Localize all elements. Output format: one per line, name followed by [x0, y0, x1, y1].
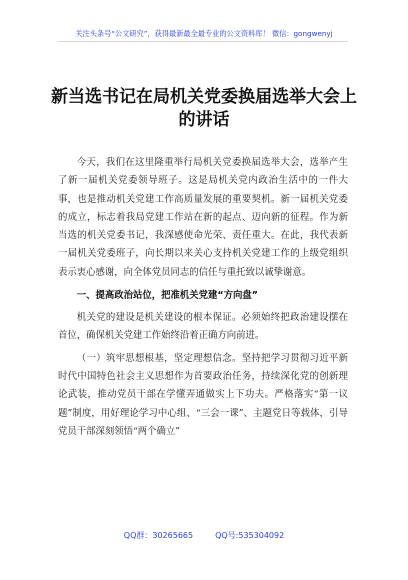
header-divider [58, 41, 348, 42]
subsection-paragraph: （一）筑牢思想根基，坚定理想信念。坚持把学习贯彻习近平新时代中国特色社会主义思想作为首要政治任务，持续深化党的创新理论武装，推动党员干部在学懂弄通做实上下功夫。严格落实“第一议题”制度，用好理论学习中心组、“三会一课”、主题党日等载体，引导党员干部深刻领悟“两个确立” [58, 352, 348, 437]
document-title: 新当选书记在局机关党委换届选举大会上的讲话 [51, 87, 357, 130]
section-paragraph: 机关党的建设是机关建设的根本保证。必须始终把政治建设摆在首位，确保机关党建工作始终沿着正确方向前进。 [58, 312, 348, 342]
footer-qq-group: QQ群：30265665 [123, 531, 194, 540]
footer-qq-number: QQ号:535304092 [215, 531, 285, 540]
intro-paragraph: 今天，我们在这里隆重举行局机关党委换届选举大会，选举产生了新一届机关党委领导班子。这是局机关党内政治生活中的一件大事，也是推动机关党建工作高质量发展的重要契机。新一届机关党委的成立，标志着我局党建工作站在新的起点、迈向新的征程。作为新当选的机关党委书记，我深感使命光荣、责任重大。在此，我代表新一届机关党委班子，向长期以来关心支持机关党建工作的上级党组织表示衷心感谢，向全体党员同志的信任与重托致以诚挚谢意。 [58, 157, 348, 278]
footer-contact [0, 530, 408, 541]
header-banner: 关注头条号“公文研究”，获得最新最全最专业的公文资料库！ 微信：gongwenyj [75, 29, 333, 38]
section-heading: 一、提高政治站位，把准机关党建“方向盘” [76, 290, 258, 302]
document-body [58, 154, 348, 441]
